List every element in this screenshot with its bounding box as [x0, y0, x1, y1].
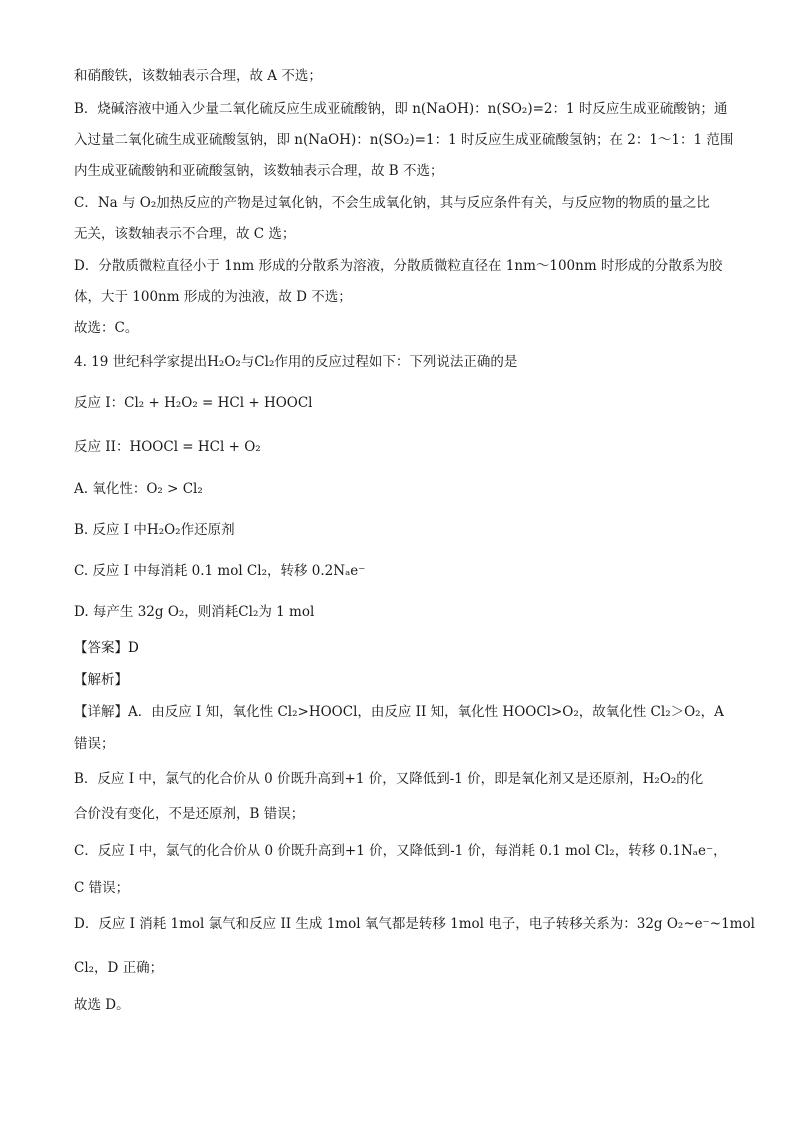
prev-explanation-b-line2: 入过量二氧化硫生成亚硫酸氢钠，即 n(NaOH)：n(SO₂)=1：1 时反应生成亚硫酸氢钠；在 2：1～1：1 范围 [74, 132, 734, 148]
option-c: C. 反应 I 中每消耗 0.1 mol Cl₂，转移 0.2Nₐe⁻ [74, 563, 366, 579]
prev-explanation-d-line2: 体，大于 100nm 形成的为浊液，故 D 不选； [74, 289, 352, 305]
detail-c-line2: C 错误； [74, 880, 130, 896]
analysis-title: 【解析】 [74, 672, 128, 688]
detail-b-line1: B．反应 I 中，氯气的化合价从 0 价既升高到+1 价，又降低到-1 价，即是氧化剂又是还原剂，H₂O₂的化 [74, 771, 704, 787]
detail-d-line2: Cl₂，D 正确； [74, 960, 164, 976]
option-a: A. 氧化性：O₂ > Cl₂ [74, 481, 203, 497]
option-b: B. 反应 I 中H₂O₂作还原剂 [74, 522, 235, 538]
prev-explanation-a-end: 和硝酸铁，该数轴表示合理，故 A 不选； [74, 68, 322, 84]
answer-line: 【答案】D [74, 640, 139, 656]
question-stem: 4. 19 世纪科学家提出H₂O₂与Cl₂作用的反应过程如下：下列说法正确的是 [74, 354, 518, 370]
option-d: D. 每产生 32g O₂，则消耗Cl₂为 1 mol [74, 604, 315, 620]
final-conclusion: 故选 D。 [74, 997, 130, 1013]
detail-d-line1: D．反应 I 消耗 1mol 氯气和反应 II 生成 1mol 氧气都是转移 1mol 电子，电子转移关系为：32g O₂~e⁻~1mol [74, 916, 755, 932]
detail-a-line2: 错误； [74, 736, 115, 752]
prev-explanation-b-line3: 内生成亚硫酸钠和亚硫酸氢钠，该数轴表示合理，故 B 不选； [74, 163, 444, 179]
prev-explanation-b-line1: B．烧碱溶液中通入少量二氧化硫反应生成亚硫酸钠，即 n(NaOH)：n(SO₂)=2：1 时反应生成亚硫酸钠；通 [74, 101, 728, 117]
detail-a-line1: 【详解】A．由反应 I 知，氧化性 Cl₂>HOOCl，由反应 II 知，氧化性 HOOCl>O₂，故氧化性 Cl₂＞O₂，A [74, 704, 724, 720]
prev-explanation-d-line1: D．分散质微粒直径小于 1nm 形成的分散系为溶液，分散质微粒直径在 1nm～100nm 时形成的分散系为胶 [74, 258, 723, 274]
prev-explanation-c-line2: 无关，该数轴表示不合理，故 C 选； [74, 226, 296, 242]
reaction-1: 反应 I：Cl₂ + H₂O₂ = HCl + HOOCl [74, 395, 313, 411]
detail-b-line2: 合价没有变化，不是还原剂，B 错误； [74, 806, 305, 822]
prev-explanation-c-line1: C．Na 与 O₂加热反应的产物是过氧化钠，不会生成氧化钠，其与反应条件有关，与反应物的物质的量之比 [74, 195, 710, 211]
prev-conclusion: 故选：C。 [74, 320, 139, 336]
reaction-2: 反应 II：HOOCl = HCl + O₂ [74, 439, 261, 455]
detail-c-line1: C．反应 I 中，氯气的化合价从 0 价既升高到+1 价，又降低到-1 价，每消耗 0.1 mol Cl₂，转移 0.1Nₐe⁻， [74, 843, 727, 859]
